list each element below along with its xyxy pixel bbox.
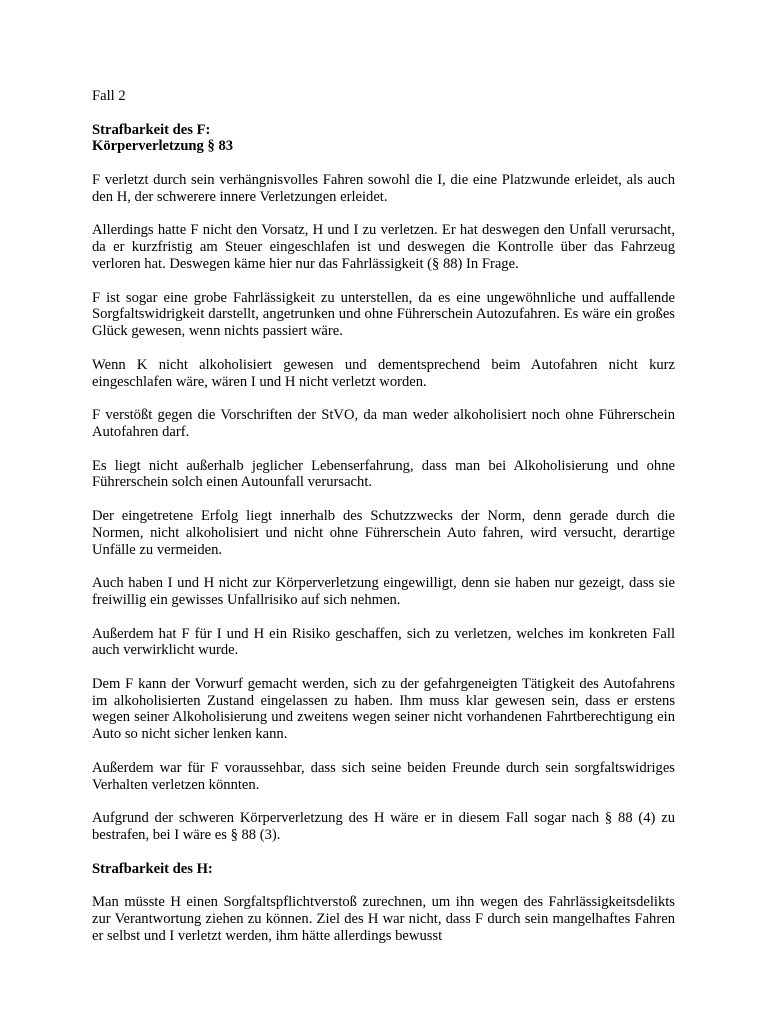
- paragraph: F ist sogar eine grobe Fahrlässigkeit zu unterstellen, da es eine ungewöhnliche und auffallende Sorgfaltswidrigkeit darstellt, angetrunken und ohne Führerschein Autozufahren. Es wäre ein großes Glück gewesen, wenn nichts passiert wäre.: [92, 289, 675, 340]
- paragraph: Es liegt nicht außerhalb jeglicher Lebenserfahrung, dass man bei Alkoholisierung und ohne Führerschein solch einen Autounfall verursacht.: [92, 457, 675, 491]
- paragraph: Der eingetretene Erfolg liegt innerhalb des Schutzzwecks der Norm, denn gerade durch die Normen, nicht alkoholisiert und nicht ohne Führerschein Auto fahren, wird versucht, derartige Unfälle zu vermeiden.: [92, 507, 675, 558]
- paragraph: Außerdem hat F für I und H ein Risiko geschaffen, sich zu verletzen, welches im konkreten Fall auch verwirklicht wurde.: [92, 625, 675, 659]
- paragraph: F verletzt durch sein verhängnisvolles Fahren sowohl die I, die eine Platzwunde erleidet, als auch den H, der schwerere innere Verletzungen erleidet.: [92, 171, 675, 205]
- paragraph: F verstößt gegen die Vorschriften der StVO, da man weder alkoholisiert noch ohne Führerschein Autofahren darf.: [92, 407, 675, 440]
- paragraph: Außerdem war für F voraussehbar, dass sich seine beiden Freunde durch sein sorgfaltswidriges Verhalten verletzen könnten.: [92, 759, 675, 793]
- section-heading-h: Strafbarkeit des H:: [92, 860, 213, 877]
- paragraph: Man müsste H einen Sorgfaltspflichtverstoß zurechnen, um ihn wegen des Fahrlässigkeitsdelikts zur Verantwortung ziehen zu können. Ziel des H war nicht, dass F durch sein mangelhaftes Fahren er selbst und I verletzt werden, ihm hätte allerdings bewusst: [92, 894, 675, 944]
- paragraph: Allerdings hatte F nicht den Vorsatz, H und I zu verletzen. Er hat deswegen den Unfall verursacht, da er kurzfristig am Steuer eingeschlafen ist und deswegen die Kontrolle über das Fahrzeug verloren hat. Deswegen käme hier nur das Fahrlässigkeit (§ 88) In Frage.: [92, 222, 675, 272]
- case-label: Fall 2: [92, 88, 126, 104]
- paragraph: Auch haben I und H nicht zur Körperverletzung eingewilligt, denn sie haben nur gezeigt, dass sie freiwillig ein gewisses Unfallrisiko auf sich nehmen.: [92, 575, 675, 608]
- section-heading-f: Strafbarkeit des F:: [92, 121, 211, 138]
- section-subheading-koerperverletzung: Körperverletzung § 83: [92, 138, 234, 155]
- section-heading-block: [92, 122, 675, 156]
- paragraph: Dem F kann der Vorwurf gemacht werden, sich zu der gefahrgeneigten Tätigkeit des Autofahrens im alkoholisierten Zustand eingelassen zu haben. Ihm muss klar gewesen sein, dass er erstens wegen seiner Alkoholisierung und zweitens wegen seiner nicht vorhandenen Fahrtberechtigung ein Auto so nicht sicher lenken kann.: [92, 675, 675, 743]
- paragraph: Wenn K nicht alkoholisiert gewesen und dementsprechend beim Autofahren nicht kurz eingeschlafen wäre, wären I und H nicht verletzt worden.: [92, 356, 675, 390]
- paragraph: Aufgrund der schweren Körperverletzung des H wäre er in diesem Fall sogar nach § 88 (4) zu bestrafen, bei I wäre es § 88 (3).: [92, 810, 675, 844]
- document-page: [92, 88, 675, 961]
